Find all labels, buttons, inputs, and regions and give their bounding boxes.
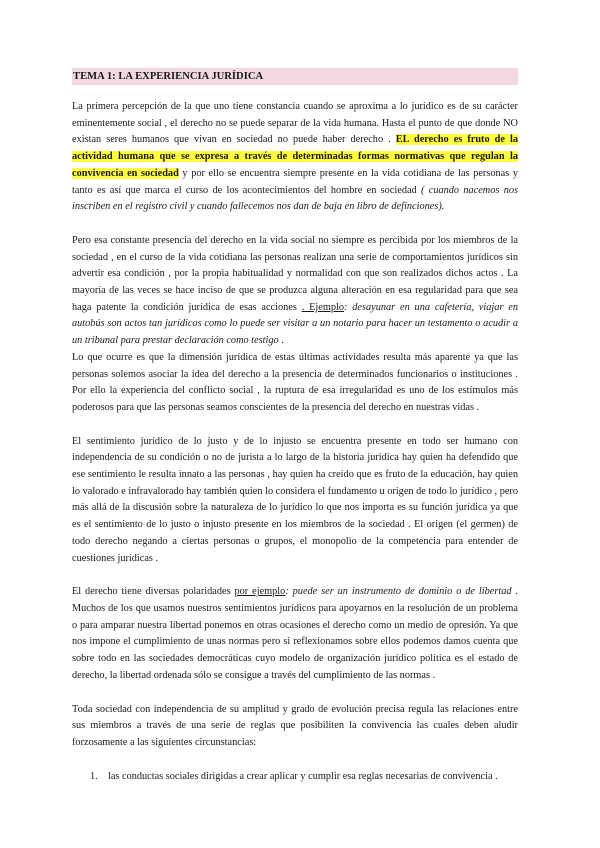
paragraph-text: La primera percepción de la que uno tiene constancia cuando se aproxima a lo jurídico es de su carácter eminentemente social , el derecho no se puede separar de la vida humana. Hasta el punto de que donde NO existan seres humanos que vivan en sociedad no puede haber derecho . bbox=[72, 101, 518, 146]
paragraph-1 bbox=[72, 99, 518, 216]
list-number: 1. bbox=[90, 770, 98, 782]
italic-text: : puede ser un instrumento de dominio o de libertad bbox=[285, 586, 512, 598]
paragraph-6: Toda sociedad con independencia de su amplitud y grado de evolución precisa regula las relaciones entre sus miembros a través de una serie de reglas que posibiliten la convivencia las cuales deben aludir forzosamente a las siguientes circunstancias: bbox=[72, 703, 518, 748]
page-title: TEMA 1: LA EXPERIENCIA JURÍDICA bbox=[72, 68, 518, 85]
list-item-text: las conductas sociales dirigidas a crear aplicar y cumplir esa reglas necesarias de convivencia . bbox=[108, 770, 498, 782]
paragraph-3: Lo que ocurre es que la dimensión jurídica de estas últimas actividades resulta más aparente ya que las personas solemos asociar la idea del derecho a la presencia de determinados funcionarios o instituciones . Por ello la experiencia del conflicto social , la ruptura de esa irregularidad es uno de los estímulos más poderosos para que las personas seamos conscientes de la presencia del derecho en nuestras vidas . bbox=[72, 351, 518, 413]
list-item bbox=[72, 769, 518, 786]
paragraph-2 bbox=[72, 233, 518, 350]
paragraph-text: El derecho tiene diversas polaridades bbox=[72, 586, 235, 598]
numbered-list bbox=[72, 769, 518, 786]
italic-text: ( cuando nacemos nos inscriben en el registro civil y cuando fallecemos nos dan de baja en libro de definciones). bbox=[72, 184, 518, 213]
paragraph-text: y por ello se encuentra siempre presente en la vida cotidiana de las personas y tanto es así que marca el curso de los acontecimientos del hombre en sociedad bbox=[72, 167, 518, 196]
underlined-text: . Ejemplo bbox=[301, 301, 344, 313]
highlighted-text: EL derecho es fruto de la actividad humana que se expresa a través de determinadas formas normativas que regulan la convivencia en sociedad bbox=[72, 134, 518, 179]
paragraph-4: El sentimiento jurídico de lo justo y de lo injusto se encuentra presente en todo ser humano con independencia de su condición o no de jurista a lo largo de la historia jurídica hay quien ha defendido que ese sentimiento le resulta innato a las personas , hay quien ha creído que es fruto de la educación, hay quien lo valorado e infravalorado hay también quien lo considera el fundamento u origen de todo lo jurídico , pero más allá de la discusión sobre la naturaleza de lo jurídico lo que nos importa es su función jurídica ya que es el sentimiento de lo justo o injusto presente en los miembros de la sociedad . El origen (el germen) de todo derecho negando a ciertas personas o grupos, el monopolio de la competencia para entender de cuestiones jurídicas . bbox=[72, 435, 518, 564]
paragraph-5 bbox=[72, 584, 518, 684]
paragraph-text: . bbox=[278, 335, 284, 347]
paragraph-text: . Muchos de los que usamos nuestros sentimientos jurídicos para apoyarnos en la resolución de un problema o para amparar nuestra libertad ponemos en otras ocasiones el derecho como un medio de opresión. Ya que nos impone el cumplimiento de unas normas pero si reflexionamos sobre ellos podemos damos cuenta que sobre todo en las sociedades democráticas cuyo modelo de organización jurídico política es el estado de derecho, la libertad ordenada sólo se consigue a través del cumplimiento de las normas . bbox=[72, 586, 518, 681]
underlined-text: por ejemplo bbox=[234, 586, 286, 598]
italic-text: : desayunar en una cafetería, viajar en autobús son actos tan jurídicos como lo puede ser visitar a un notario para hacer un testamento o acudir a un tribunal para prestar declaración como testigo bbox=[72, 301, 519, 347]
paragraph-text: Pero esa constante presencia del derecho en la vida social no siempre es percibida por los miembros de la sociedad , en el curso de la vida cotidiana las personas realizan una serie de comportamientos jurídicos sin advertir esa condición , por la propia habitualidad y normalidad con que son realizados dichos actos . La mayoría de las veces se hace inciso de que se produzca alguna alteración en esa regularidad para que sea haga patente la condición jurídica de esas acciones bbox=[72, 234, 518, 313]
